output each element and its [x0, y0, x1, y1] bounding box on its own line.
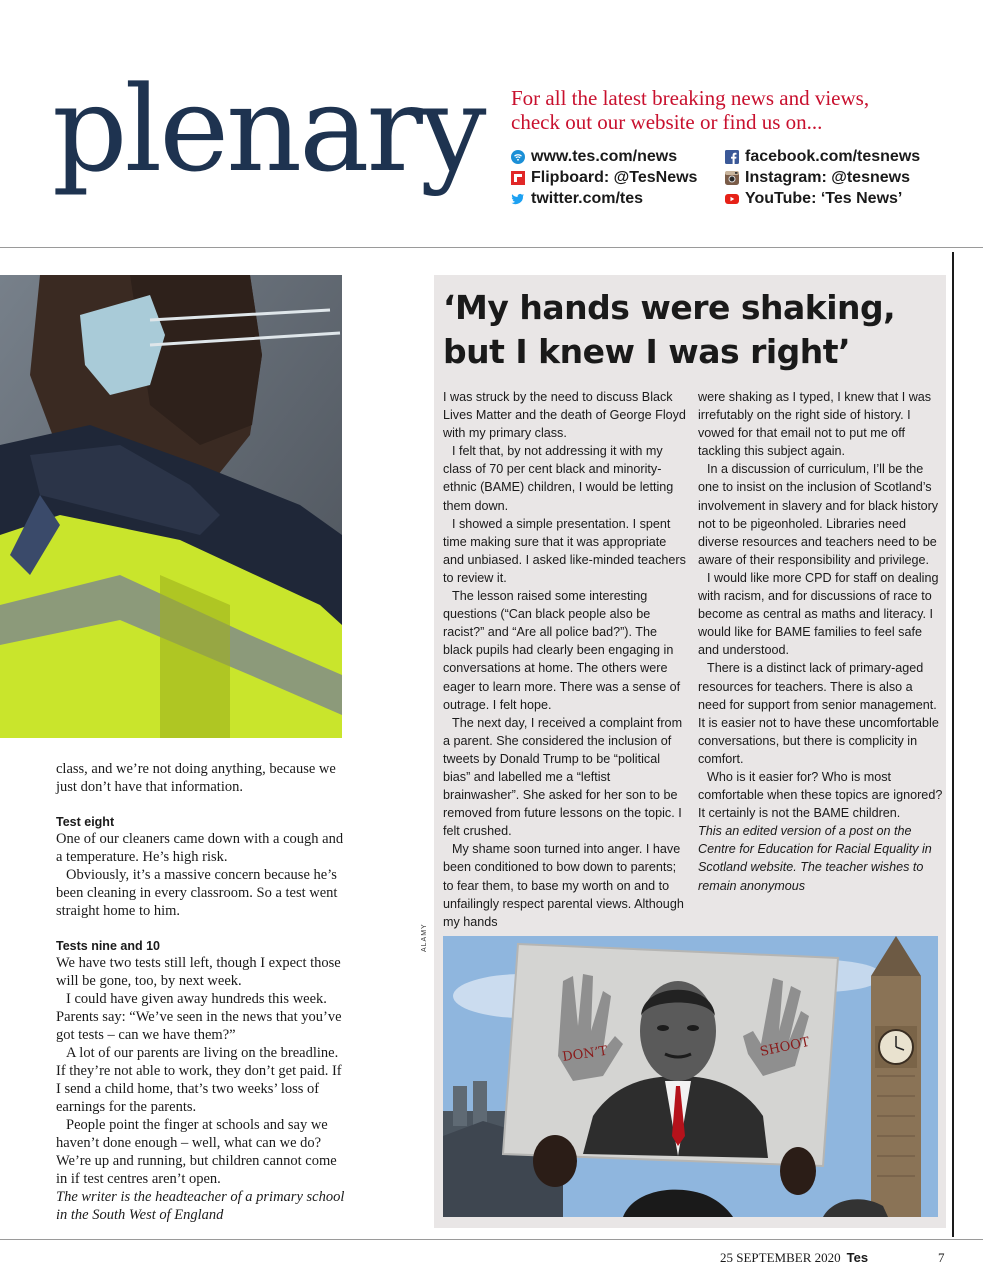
left-article	[56, 760, 346, 1224]
feature-paragraph: I would like more CPD for staff on dealing with racism, and for discussions of race to become as central as maths and literacy. I would like for BAME families to feel safe and understood.	[698, 570, 939, 658]
section-title: plenary	[52, 60, 484, 198]
left-paragraph: One of our cleaners came down with a cough and a temperature. He’s high risk.	[56, 831, 344, 865]
cleaner-photo	[0, 275, 342, 738]
feature-paragraph: In a discussion of curriculum, I’ll be the one to insist on the inclusion of Scotland’s involvement in slavery and for black history not to be pigeonholed. Libraries need diverse resources and teachers need to be aware of their responsibility and privilege.	[698, 462, 939, 567]
feature-headline: ‘My hands were shaking, but I knew I was right’	[443, 288, 896, 371]
social-links-right	[725, 146, 920, 209]
social-link-youtube[interactable]: YouTube: ‘Tes News’	[725, 188, 920, 209]
issue-date: 25 SEPTEMBER 2020	[720, 1250, 841, 1265]
left-paragraph: Obviously, it’s a massive concern because he’s been cleaning in every classroom. So a test went straight home to him.	[56, 867, 338, 919]
feature-paragraph: There is a distinct lack of primary-aged resources for teachers. There is also a need for support from senior management. It is easier not to have these uncomfortable conversations, but there is complicity in comfort.	[698, 661, 939, 766]
photo-credit: ALAMY	[421, 923, 428, 952]
youtube-icon	[725, 192, 739, 206]
social-link-flipboard[interactable]: Flipboard: @TesNews	[511, 167, 697, 188]
footer-dateline	[720, 1250, 868, 1266]
feature-paragraph: Who is it easier for? Who is most comfortable when these topics are ignored? It certainly is not the BAME children.	[698, 769, 943, 821]
left-subhead-tests-nine-ten: Tests nine and 10	[56, 939, 160, 953]
column-rule	[952, 252, 954, 1237]
feature-paragraph: were shaking as I typed, I knew that I was irrefutably on the right side of history. I vowed for that email not to put me off tackling this subject again.	[698, 390, 932, 459]
left-intro: class, and we’re not doing anything, because we just don’t have that information.	[56, 761, 336, 795]
twitter-icon	[511, 192, 525, 206]
flipboard-icon	[511, 171, 525, 185]
left-paragraph: I could have given away hundreds this week. Parents say: “We’ve seen in the news that you’ve got tests – can we have them?”	[56, 991, 342, 1043]
wifi-icon	[511, 150, 525, 164]
promo-text: For all the latest breaking news and views, check out our website or find us on...	[511, 86, 870, 134]
facebook-icon	[725, 150, 739, 164]
social-link-twitter[interactable]: twitter.com/tes	[511, 188, 697, 209]
feature-editor-note: This an edited version of a post on the Centre for Education for Racial Equality in Scotland website. The teacher wishes to remain anonymous	[698, 824, 932, 893]
placard-text-dont: DON’T	[561, 1043, 609, 1065]
feature-paragraph: The next day, I received a complaint from a parent. She considered the inclusion of tweets by Donald Trump to be “political bias” and labelled me a “leftist brainwasher”. She asked for her son to be removed from future lessons on the topic. I felt crushed.	[443, 715, 683, 839]
feature-paragraph: I showed a simple presentation. I spent time making sure that it was appropriate and unbiased. I asked like-minded teachers to review it.	[443, 516, 686, 585]
feature-paragraph: I felt that, by not addressing it with my class of 70 per cent black and minority-ethnic (BAME) children, I would be letting them down.	[443, 444, 674, 513]
feature-column-1	[443, 388, 689, 931]
protest-photo	[443, 936, 938, 1217]
footer-divider	[0, 1239, 983, 1240]
protest-photo-illustration	[443, 936, 938, 1217]
placard-text-shoot: SHOOT	[758, 1034, 811, 1060]
left-author-credit: The writer is the headteacher of a primary school in the South West of England	[56, 1189, 345, 1223]
feature-column-2	[698, 388, 944, 895]
social-link-website[interactable]: www.tes.com/news	[511, 146, 697, 167]
feature-paragraph: I was struck by the need to discuss Black Lives Matter and the death of George Floyd with my primary class.	[443, 390, 686, 441]
publication-name: Tes	[846, 1250, 869, 1265]
left-subhead-test-eight: Test eight	[56, 815, 115, 829]
left-paragraph: People point the finger at schools and say we haven’t done enough – well, what can we do? We’re up and running, but children cannot come in if test centres aren’t open.	[56, 1117, 337, 1187]
social-link-instagram[interactable]: Instagram: @tesnews	[725, 167, 920, 188]
page-number: 7	[938, 1250, 945, 1265]
feature-paragraph: The lesson raised some interesting questions (“Can black people also be racist?” and “Are all police bad?”). The black pupils had clearly been engaging in conversations at home. The others were eager to learn more. There was a sense of outrage. I felt hope.	[443, 589, 681, 712]
left-paragraph: We have two tests still left, though I expect those will be gone, too, by next week.	[56, 955, 341, 989]
left-paragraph: A lot of our parents are living on the breadline. If they’re not able to work, they don’t get paid. If I send a child home, that’s two weeks’ loss of earnings for the parents.	[56, 1045, 342, 1115]
cleaner-photo-illustration	[0, 275, 342, 738]
header-divider	[0, 247, 983, 248]
instagram-icon	[725, 171, 739, 185]
social-link-facebook[interactable]: facebook.com/tesnews	[725, 146, 920, 167]
feature-paragraph: My shame soon turned into anger. I have been conditioned to bow down to parents; to fear them, to base my worth on and to unfailingly respect parental views. Although my hands	[443, 842, 684, 929]
social-links-left	[511, 146, 697, 209]
